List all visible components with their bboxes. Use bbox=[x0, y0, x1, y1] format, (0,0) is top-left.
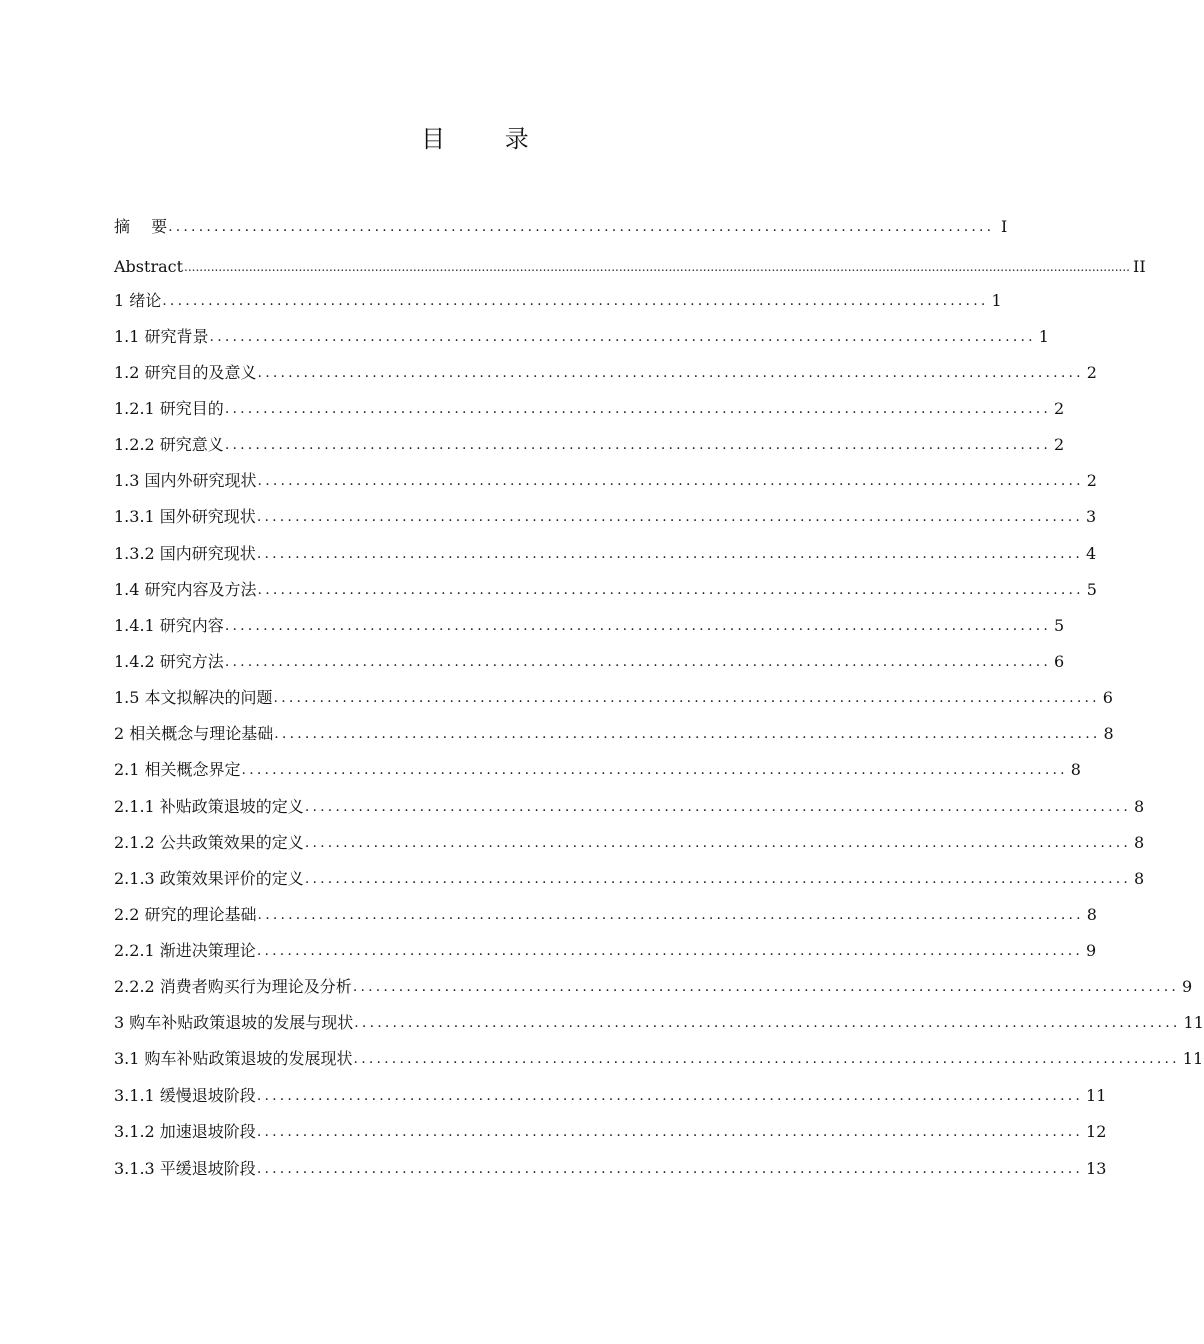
toc-entry-label: 1.2.1 研究目的 bbox=[114, 399, 224, 418]
toc-entry-page: 8 bbox=[1070, 760, 1081, 779]
toc-entry-page: 2 bbox=[1086, 363, 1097, 382]
toc-entry-label: 2.1.3 政策效果评价的定义 bbox=[114, 869, 304, 888]
toc-entry-page: 3 bbox=[1086, 507, 1097, 526]
dot-leader: ........................................................................................................................................................................................................................................................ bbox=[184, 260, 1130, 274]
toc-entry[interactable] bbox=[114, 394, 1065, 420]
dot-leader: ............................................................................................................ bbox=[304, 871, 1132, 887]
toc-entry[interactable] bbox=[114, 430, 1065, 456]
dot-leader: ............................................................................................................ bbox=[257, 473, 1084, 489]
toc-entry[interactable] bbox=[114, 972, 1193, 998]
toc-entry-page: 1 bbox=[1038, 327, 1049, 346]
toc-entry[interactable] bbox=[114, 539, 1097, 565]
dot-leader: ............................................................................................................ bbox=[224, 654, 1052, 670]
toc-entry-label: 2.1.2 公共政策效果的定义 bbox=[114, 833, 304, 852]
toc-entry-label: 1.2.2 研究意义 bbox=[114, 435, 224, 454]
dot-leader: ............................................................................................................ bbox=[256, 1124, 1084, 1140]
toc-entry-label: 2.2.1 渐进决策理论 bbox=[114, 941, 256, 960]
toc-entry-page: 2 bbox=[1086, 471, 1097, 490]
toc-entry-label: 摘 要 bbox=[114, 217, 168, 236]
dot-leader: ............................................................................................................ bbox=[304, 835, 1132, 851]
dot-leader: ............................................................................................................ bbox=[224, 437, 1052, 453]
toc-entry[interactable] bbox=[114, 1044, 1204, 1070]
toc-entry-page: I bbox=[1001, 217, 1008, 236]
dot-leader: ............................................................................................................ bbox=[162, 293, 989, 309]
dot-leader: ............................................................................................................ bbox=[256, 509, 1084, 525]
toc-entry-page: 11 bbox=[1182, 1049, 1204, 1068]
toc-entry[interactable] bbox=[114, 1081, 1107, 1107]
toc-entry-page: 9 bbox=[1086, 941, 1097, 960]
toc-entry-label: 1.3 国内外研究现状 bbox=[114, 471, 257, 490]
toc-entry-label: 2.1.1 补贴政策退坡的定义 bbox=[114, 797, 304, 816]
toc-entry[interactable] bbox=[114, 755, 1081, 781]
toc-entry-label: 3.1.2 加速退坡阶段 bbox=[114, 1122, 256, 1141]
dot-leader: ............................................................................................................ bbox=[168, 219, 995, 235]
toc-entry-page: 6 bbox=[1102, 688, 1113, 707]
toc-entry[interactable] bbox=[114, 1117, 1107, 1143]
dot-leader: ............................................................................................................ bbox=[353, 1051, 1180, 1067]
toc-entry[interactable] bbox=[114, 719, 1114, 745]
toc-entry-label: 1.5 本文拟解决的问题 bbox=[114, 688, 273, 707]
dot-leader: ............................................................................................................ bbox=[257, 582, 1084, 598]
toc-entry-label: Abstract bbox=[114, 257, 184, 276]
dot-leader: ............................................................................................................ bbox=[273, 690, 1100, 706]
toc-entry-page: 6 bbox=[1054, 652, 1065, 671]
toc-entry-label: 1.4 研究内容及方法 bbox=[114, 580, 257, 599]
dot-leader: ............................................................................................................ bbox=[241, 762, 1068, 778]
toc-entry[interactable] bbox=[114, 611, 1065, 637]
dot-leader: ............................................................................................................ bbox=[274, 726, 1101, 742]
toc-entry-label: 1.4.2 研究方法 bbox=[114, 652, 224, 671]
toc-entry-page: 13 bbox=[1086, 1159, 1107, 1178]
toc-entry-page: 1 bbox=[991, 291, 1002, 310]
toc-entry-label: 3.1.1 缓慢退坡阶段 bbox=[114, 1086, 256, 1105]
toc-entry[interactable] bbox=[114, 792, 1145, 818]
dot-leader: ............................................................................................................ bbox=[354, 1015, 1181, 1031]
toc-entry[interactable] bbox=[114, 1154, 1107, 1180]
toc-entry[interactable] bbox=[114, 575, 1097, 601]
toc-entry-label: 2.2.2 消费者购买行为理论及分析 bbox=[114, 977, 352, 996]
dot-leader: ............................................................................................................ bbox=[257, 365, 1084, 381]
toc-entry-page: 9 bbox=[1182, 977, 1193, 996]
toc-entry-label: 1.3.1 国外研究现状 bbox=[114, 507, 256, 526]
dot-leader: ............................................................................................................ bbox=[224, 618, 1052, 634]
toc-entry[interactable] bbox=[114, 502, 1097, 528]
toc-entry[interactable] bbox=[114, 647, 1065, 673]
toc-entry[interactable] bbox=[114, 864, 1145, 890]
toc-entry-page: 8 bbox=[1134, 833, 1145, 852]
dot-leader: ............................................................................................................ bbox=[209, 329, 1036, 345]
toc-entry[interactable] bbox=[114, 683, 1113, 709]
toc-entry[interactable] bbox=[114, 936, 1097, 962]
toc-entry-page: 5 bbox=[1086, 580, 1097, 599]
toc-entry-label: 1.3.2 国内研究现状 bbox=[114, 544, 256, 563]
dot-leader: ............................................................................................................ bbox=[304, 799, 1132, 815]
toc-entry-label: 1.2 研究目的及意义 bbox=[114, 363, 257, 382]
toc-entry-page: 11 bbox=[1183, 1013, 1204, 1032]
toc-entry[interactable] bbox=[114, 1008, 1204, 1034]
toc-entry-page: 8 bbox=[1134, 869, 1145, 888]
dot-leader: ............................................................................................................ bbox=[352, 979, 1180, 995]
dot-leader: ............................................................................................................ bbox=[257, 907, 1084, 923]
toc-entry-page: 8 bbox=[1134, 797, 1145, 816]
dot-leader: ............................................................................................................ bbox=[256, 1161, 1084, 1177]
toc-entry[interactable] bbox=[114, 286, 1002, 312]
toc-entry-label: 3 购车补贴政策退坡的发展与现状 bbox=[114, 1013, 354, 1032]
toc-entry-page: 11 bbox=[1086, 1086, 1107, 1105]
toc-entry[interactable] bbox=[114, 252, 1146, 278]
dot-leader: ............................................................................................................ bbox=[256, 1088, 1084, 1104]
toc-entry-page: 2 bbox=[1054, 435, 1065, 454]
toc-entry-label: 3.1.3 平缓退坡阶段 bbox=[114, 1159, 256, 1178]
toc-entry-page: 5 bbox=[1054, 616, 1065, 635]
toc-entry-label: 1 绪论 bbox=[114, 291, 162, 310]
toc-entry-page: 8 bbox=[1103, 724, 1114, 743]
toc-entry-label: 2.1 相关概念界定 bbox=[114, 760, 241, 779]
toc-entry-label: 1.1 研究背景 bbox=[114, 327, 209, 346]
dot-leader: ............................................................................................................ bbox=[256, 546, 1084, 562]
toc-entry-page: 2 bbox=[1054, 399, 1065, 418]
toc-entry-label: 2.2 研究的理论基础 bbox=[114, 905, 257, 924]
toc-entry-page: 4 bbox=[1086, 544, 1097, 563]
toc-entry[interactable] bbox=[114, 322, 1049, 348]
toc-entry[interactable] bbox=[114, 466, 1097, 492]
toc-entry-label: 3.1 购车补贴政策退坡的发展现状 bbox=[114, 1049, 353, 1068]
toc-title: 目 录 bbox=[421, 125, 555, 153]
toc-entry[interactable] bbox=[114, 900, 1097, 926]
toc-entry[interactable] bbox=[114, 828, 1145, 854]
toc-entry[interactable] bbox=[114, 358, 1097, 384]
toc-entry-label: 2 相关概念与理论基础 bbox=[114, 724, 274, 743]
toc-entry[interactable] bbox=[114, 212, 1008, 238]
dot-leader: ............................................................................................................ bbox=[224, 401, 1052, 417]
toc-entry-label: 1.4.1 研究内容 bbox=[114, 616, 224, 635]
dot-leader: ............................................................................................................ bbox=[256, 943, 1084, 959]
toc-entry-page: 8 bbox=[1086, 905, 1097, 924]
toc-entry-page: II bbox=[1133, 257, 1146, 276]
toc-entry-page: 12 bbox=[1086, 1122, 1107, 1141]
